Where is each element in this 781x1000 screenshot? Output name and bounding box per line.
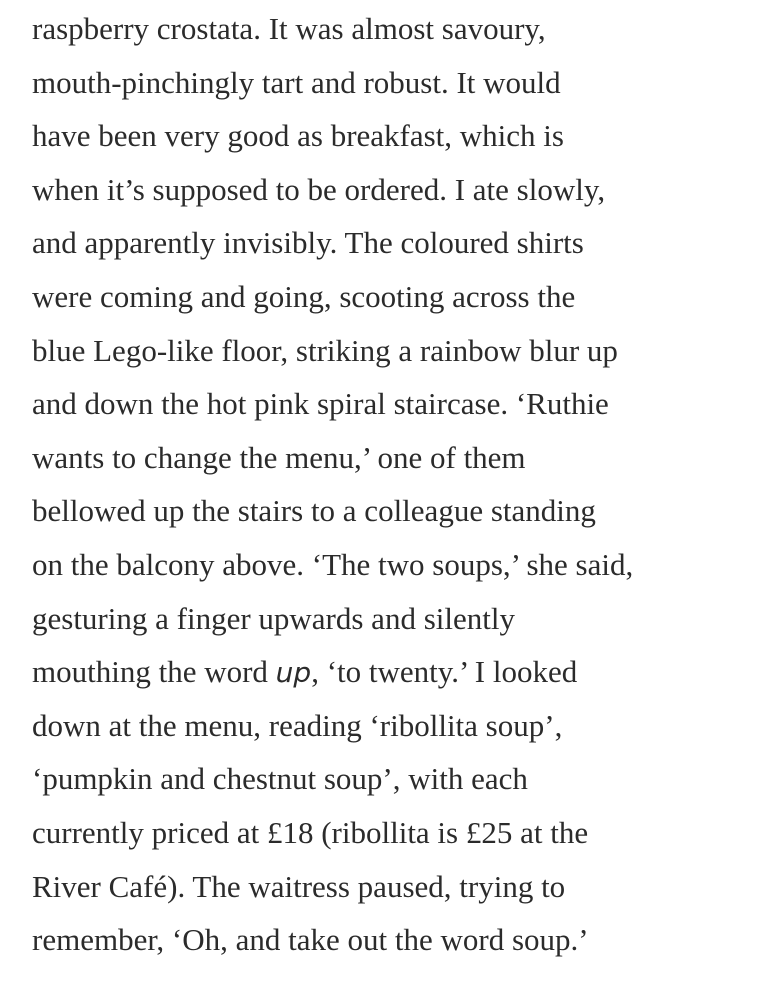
paragraph-line: remember, ‘Oh, and take out the word soup.’	[32, 922, 589, 958]
paragraph-line: raspberry crostata. It was almost savoury,	[32, 11, 546, 46]
paragraph-line: and down the hot pink spiral staircase. ‘Ruthie	[32, 386, 609, 422]
paragraph-line: were coming and going, scooting across the	[32, 278, 576, 314]
line-text-after: , ‘to twenty.’ I looked	[311, 654, 578, 690]
paragraph-line: bellowed up the stairs to a colleague standing	[32, 493, 596, 529]
paragraph-line: ‘pumpkin and chestnut soup’, with each	[32, 761, 528, 797]
paragraph-line: blue Lego-like floor, striking a rainbow blur up	[32, 332, 618, 368]
paragraph-line: River Café). The waitress paused, trying to	[32, 868, 566, 904]
paragraph-line: and apparently invisibly. The coloured shirts	[32, 225, 584, 261]
line-text-before: mouthing the word	[32, 654, 276, 690]
paragraph-line: on the balcony above. ‘The two soups,’ she said,	[32, 546, 634, 582]
article-body	[32, 0, 772, 967]
paragraph-line: down at the menu, reading ‘ribollita soup’,	[32, 707, 563, 743]
paragraph-line: currently priced at £18 (ribollita is £25 at the	[32, 814, 589, 850]
paragraph-line: wants to change the menu,’ one of them	[32, 439, 526, 475]
paragraph-line: when it’s supposed to be ordered. I ate slowly,	[32, 171, 606, 207]
paragraph-line: have been very good as breakfast, which is	[32, 118, 564, 154]
paragraph-line-with-emphasis	[32, 645, 772, 699]
paragraph-line: gesturing a finger upwards and silently	[32, 600, 515, 636]
paragraph-line: mouth-pinchingly tart and robust. It would	[32, 64, 561, 100]
emphasized-word: up	[275, 656, 312, 690]
